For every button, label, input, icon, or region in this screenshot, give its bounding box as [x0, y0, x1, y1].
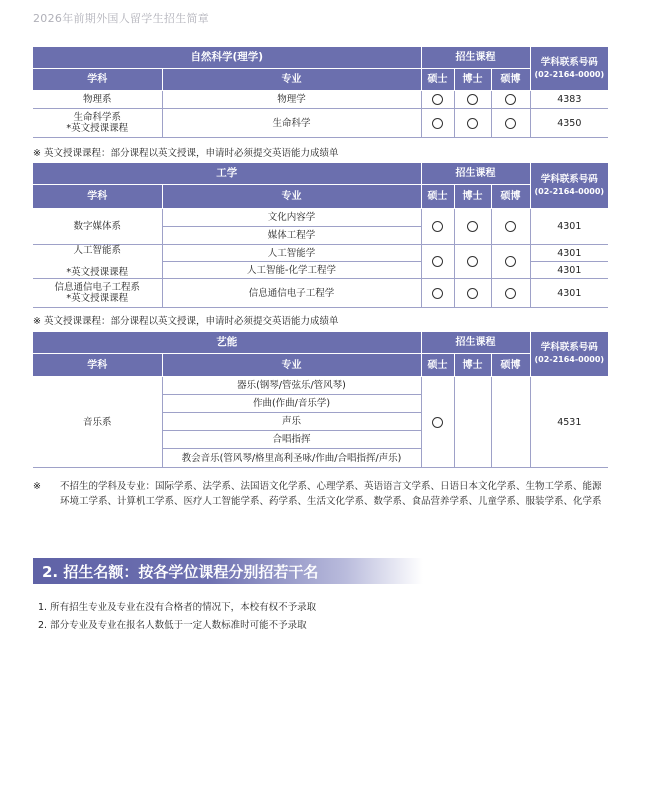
col-master: 硕士	[421, 69, 454, 91]
natural-science-table	[33, 46, 608, 138]
major-cell: 合唱指挥	[162, 431, 421, 449]
table-row	[33, 279, 608, 308]
major-cell: 教会音乐(管风琴/格里高利圣咏/作曲/合唱指挥/声乐)	[162, 449, 421, 468]
major-cell: 生命科学	[162, 109, 421, 138]
table-title: 自然科学(理学)	[33, 47, 421, 69]
note-mark: ※	[33, 481, 41, 492]
doctor-available	[454, 279, 491, 308]
table-row	[33, 109, 608, 138]
phone-cell: 4301	[530, 262, 608, 279]
major-cell: 媒体工程学	[162, 227, 421, 245]
combined-available	[491, 209, 530, 245]
master-available	[421, 279, 454, 308]
table-row	[33, 377, 608, 395]
major-cell: 人工智能学	[162, 245, 421, 262]
master-available	[421, 209, 454, 245]
circle-icon	[432, 94, 443, 105]
phone-cell: 4301	[530, 209, 608, 245]
circle-icon	[467, 118, 478, 129]
circle-icon	[467, 256, 478, 267]
excluded-majors-text: 不招生的学科及专业：国际学系、法学系、法国语文化学系、心理学系、英语语言文学系、日语日本文化学系、生物工学系、能源环境工学系、计算机工学系、医疗人工智能学系、药学系、生活文化学系、数学系、食品营养学系、儿童学系、服装学系、化学系	[60, 481, 602, 507]
doctor-available	[454, 109, 491, 138]
document-header-title: 2026年前期外国人留学生招生简章	[33, 12, 210, 25]
subject-cell: 信息通信电子工程系 *英文授课课程	[33, 279, 162, 308]
arts-table	[33, 331, 608, 468]
col-subject: 学科	[33, 354, 162, 377]
col-major: 专业	[162, 69, 421, 91]
section2-heading-text: 2. 招生名额：按各学位课程分别招若干名	[42, 563, 319, 581]
circle-icon	[467, 94, 478, 105]
col-program: 招生课程	[421, 332, 530, 354]
col-phone: 学科联系号码 (02-2164-0000)	[530, 332, 608, 377]
circle-icon	[432, 288, 443, 299]
major-cell: 声乐	[162, 413, 421, 431]
subject-cell: 人工智能系 *英文授课课程	[33, 245, 162, 279]
circle-icon	[432, 118, 443, 129]
circle-icon	[505, 288, 516, 299]
master-available	[421, 245, 454, 279]
col-major: 专业	[162, 354, 421, 377]
phone-cell: 4383	[530, 91, 608, 109]
phone-cell: 4350	[530, 109, 608, 138]
major-cell: 文化内容学	[162, 209, 421, 227]
doctor-available	[454, 91, 491, 109]
col-doctor: 博士	[454, 185, 491, 209]
master-available	[421, 109, 454, 138]
col-master: 硕士	[421, 185, 454, 209]
circle-icon	[432, 256, 443, 267]
major-cell: 器乐(钢琴/管弦乐/管风琴)	[162, 377, 421, 395]
col-doctor: 博士	[454, 354, 491, 377]
phone-cell: 4301	[530, 279, 608, 308]
list-item: 2. 部分专业及专业在报名人数低于一定人数标准时可能不予录取	[38, 620, 307, 631]
combined-available	[491, 109, 530, 138]
section2-heading	[33, 558, 423, 584]
combined-available	[491, 91, 530, 109]
table-title: 工学	[33, 163, 421, 185]
subject-cell: 音乐系	[33, 377, 162, 468]
combined-cell	[491, 377, 530, 468]
circle-icon	[505, 118, 516, 129]
circle-icon	[467, 221, 478, 232]
col-subject: 学科	[33, 69, 162, 91]
circle-icon	[505, 256, 516, 267]
circle-icon	[467, 288, 478, 299]
combined-available	[491, 245, 530, 279]
col-phone: 学科联系号码 (02-2164-0000)	[530, 163, 608, 209]
subject-cell: 生命科学系 *英文授课课程	[33, 109, 162, 138]
master-available	[421, 377, 454, 468]
subject-cell: 物理系	[33, 91, 162, 109]
col-subject: 学科	[33, 185, 162, 209]
english-course-note: ※ 英文授课课程：部分课程以英文授课，申请时必须提交英语能力成绩单	[33, 148, 339, 159]
engineering-table	[33, 162, 608, 308]
master-available	[421, 91, 454, 109]
col-doctor: 博士	[454, 69, 491, 91]
circle-icon	[505, 221, 516, 232]
col-combined: 硕博	[491, 69, 530, 91]
col-major: 专业	[162, 185, 421, 209]
table-row	[33, 245, 608, 262]
col-combined: 硕博	[491, 354, 530, 377]
list-item: 1. 所有招生专业及专业在没有合格者的情况下，本校有权不予录取	[38, 602, 317, 613]
english-course-note: ※ 英文授课课程：部分课程以英文授课，申请时必须提交英语能力成绩单	[33, 316, 339, 327]
circle-icon	[432, 417, 443, 428]
doctor-available	[454, 245, 491, 279]
table-title: 艺能	[33, 332, 421, 354]
doctor-cell	[454, 377, 491, 468]
col-master: 硕士	[421, 354, 454, 377]
table-row	[33, 91, 608, 109]
phone-cell: 4301	[530, 245, 608, 262]
major-cell: 作曲(作曲/音乐学)	[162, 395, 421, 413]
subject-cell: 数字媒体系	[33, 209, 162, 245]
col-program: 招生课程	[421, 47, 530, 69]
doctor-available	[454, 209, 491, 245]
phone-cell: 4531	[530, 377, 608, 468]
col-combined: 硕博	[491, 185, 530, 209]
table-row	[33, 209, 608, 227]
major-cell: 信息通信电子工程学	[162, 279, 421, 308]
major-cell: 物理学	[162, 91, 421, 109]
combined-available	[491, 279, 530, 308]
col-program: 招生课程	[421, 163, 530, 185]
col-phone: 学科联系号码 (02-2164-0000)	[530, 47, 608, 91]
circle-icon	[432, 221, 443, 232]
major-cell: 人工智能-化学工程学	[162, 262, 421, 279]
excluded-majors-note	[33, 479, 608, 509]
circle-icon	[505, 94, 516, 105]
